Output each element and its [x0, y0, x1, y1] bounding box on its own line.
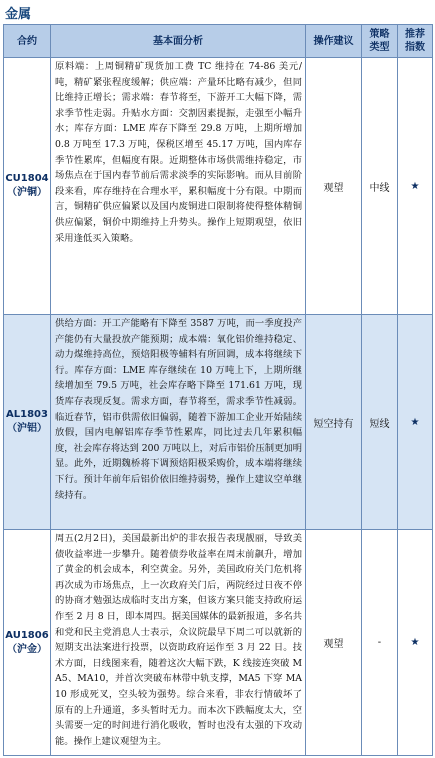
advice-cell: 观望 [306, 58, 362, 315]
header-contract: 合约 [4, 25, 51, 58]
header-strategy [362, 25, 398, 58]
strategy-cell: - [362, 530, 398, 756]
analysis-cell: 供给方面：开工产能略有下降至 3587 万吨，而一季度投产产能仍有大量投放产能预期；成本端：氧化铝价维持稳定、动力煤维持高位，预焙阳极等辅料有所回调，成本将继续下行。库存方面：LME 库存继续在 10 万吨上下，上期所继续增加至 79.5 万吨，社会库存略下降至 171.61 万吨，现货库存表现反复。需求方面，春节将至，需求季节性减弱。临近春节，铝市供需依旧偏弱，随着下游加工企业开始陆续放假，国内电解铝库存季节性累库，同比过去几年累积幅度，社会库存将达到 200 万吨以上，对后市铝价压制更加明显。此外，近期魏桥将下调预焙阳极采购价，成本端将继续下行。预计年前年后铝价依旧维持弱势，操作上建议空单继续持有。 [51, 315, 306, 530]
header-strategy-line1: 策略 [369, 29, 390, 40]
table-row [4, 315, 433, 530]
star-rating-icon: ★ [398, 530, 433, 756]
contract-code: AL1803 [6, 409, 48, 420]
star-rating-icon: ★ [398, 58, 433, 315]
table-row [4, 530, 433, 756]
advice-cell: 观望 [306, 530, 362, 756]
strategy-cell: 短线 [362, 315, 398, 530]
advice-cell: 短空持有 [306, 315, 362, 530]
contract-name: （沪金） [7, 643, 47, 655]
table-row [4, 58, 433, 315]
contract-cell [4, 58, 51, 315]
contract-cell [4, 315, 51, 530]
header-analysis: 基本面分析 [51, 25, 306, 58]
contract-name: （沪铜） [7, 187, 47, 198]
section-title: 金属 [5, 7, 32, 22]
analysis-cell: 周五(2月2日)，美国最新出炉的非农报告表现靓丽，导致美债收益率进一步攀升。随着债券收益率在周末前飙升，增加了黄金的机会成本，利空黄金。另外，美国政府关门危机将再次成为市场焦点，上一次政府关门后，两院经过日夜不停的协商才勉强达成临时支出方案，但该方案只能支持政府运作至 2 月 8 日，即本周四。据美国媒体的最新报道，多名共和党和民主党消息人士表示，众议院最早下周二可以就新的短期支出法案进行投票，以资助政府运作至 3 月 22 日。技术方面，日线图来看，随着这次大幅下跌，K 线接连突破 MA5、MA10，并首次突破布林带中轨支撑，MA5 下穿 MA10 形成死叉，空头较为强势。综合来看，非农行情破坏了原有的上升通道，多头暂时无力。而本次下跌幅度太大，空头需要一定的时间进行消化吸收，暂时也没有太强的下攻动能。操作上建议观望为主。 [51, 530, 306, 756]
analysis-cell: 原料端：上周铜精矿现货加工费 TC 维持在 74-86 美元/吨，精矿紧张程度缓解；供应端：产量环比略有减少，但同比维持正增长；需求端：春节将至，下游开工大幅下降，需求季节性走弱。升贴水方面：交割因素提振，走强至小幅升水；库存方面：LME 库存下降至 29.8 万吨，上期所增加 0.8 万吨至 17.3 万吨，保税区增至 45.17 万吨，国内库存季节性累库，但幅度有限。近期整体市场供需维持稳定，市场焦点在于国内春节前后需求淡季的实际影响。而从目前阶段来看，库存维持在合理水平，累积幅度十分有限。中期而言，铜精矿供应偏紧以及国内废铜进口限制将使得整体精铜供应偏紧，铜价中期维持上升势头。操作上短期观望，依旧采用逢低买入策略。 [51, 58, 306, 315]
contract-code: AU1806 [5, 629, 49, 641]
header-index-line1: 推荐 [405, 29, 425, 40]
header-index [398, 25, 433, 58]
futures-analysis-table [3, 24, 433, 756]
contract-code: CU1804 [5, 173, 49, 184]
strategy-cell: 中线 [362, 58, 398, 315]
header-strategy-line2: 类型 [369, 42, 390, 53]
star-rating-icon: ★ [398, 315, 433, 530]
contract-cell [4, 530, 51, 756]
table-header-row [4, 25, 433, 58]
header-advice: 操作建议 [306, 25, 362, 58]
contract-name: （沪铝） [7, 423, 47, 434]
header-index-line2: 指数 [405, 42, 425, 53]
